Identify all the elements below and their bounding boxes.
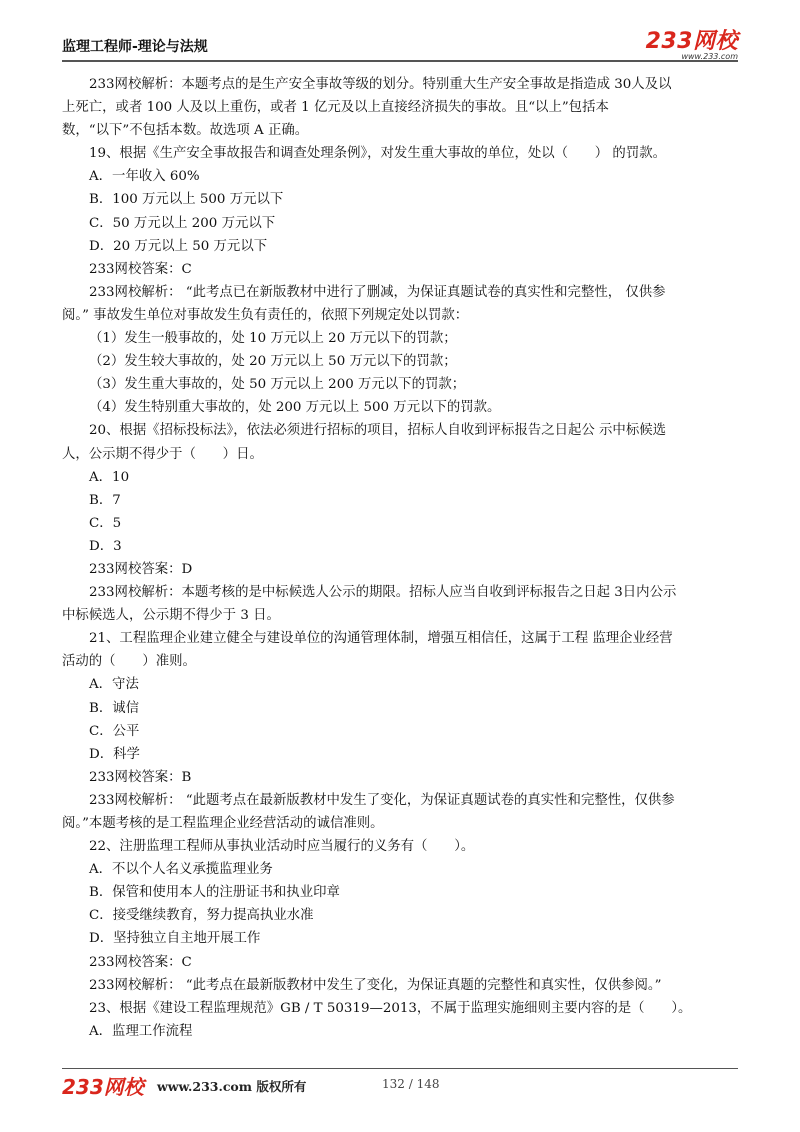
text-line: 21、工程监理企业建立健全与建设单位的沟通管理体制，增强互相信任，这属于工程 监理企业经营 <box>89 631 673 647</box>
text-line: D．20 万元以上 50 万元以下 <box>89 238 268 254</box>
text-line: 233网校答案：C <box>89 954 192 970</box>
text-line: （4）发生特别重大事故的，处 200 万元以上 500 万元以下的罚款。 <box>89 400 501 416</box>
text-line: C．50 万元以上 200 万元以下 <box>89 215 276 231</box>
text-line: 数，“以下”不包括本数。故选项 A 正确。 <box>62 123 309 139</box>
text-line: （2）发生较大事故的，处 20 万元以上 50 万元以下的罚款； <box>89 354 457 370</box>
text-line: 阅。” 事故发生单位对事故发生负有责任的，依照下列规定处以罚款： <box>62 307 469 323</box>
text-line: 233网校答案：B <box>89 769 192 785</box>
header-divider <box>62 60 738 62</box>
text-line: 233网校答案：C <box>89 261 192 277</box>
text-line: D．坚持独立自主地开展工作 <box>89 931 261 947</box>
text-line: 23、根据《建设工程监理规范》GB / T 50319—2013，不属于监理实施细则主要内容的是（ ）。 <box>89 1000 692 1016</box>
text-line: D．科学 <box>89 746 140 762</box>
text-line: （3）发生重大事故的，处 50 万元以上 200 万元以下的罚款； <box>89 377 466 393</box>
text-line: B．诚信 <box>89 700 140 716</box>
logo-url: www.233.com <box>681 52 738 61</box>
page-number: 132 / 148 <box>382 1077 440 1091</box>
text-line: C．5 <box>89 515 122 531</box>
text-line: A．10 <box>89 469 130 485</box>
text-line: A．不以个人名义承揽监理业务 <box>89 862 273 878</box>
text-line: 233网校解析：本题考核的是中标候选人公示的期限。招标人应当自收到评标报告之日起 3日内公示 <box>89 585 677 601</box>
text-line: B．100 万元以上 500 万元以下 <box>89 192 284 208</box>
text-line: B．保管和使用本人的注册证书和执业印章 <box>89 885 340 901</box>
text-line: 阅。”本题考核的是工程监理企业经营活动的诚信准则。 <box>62 816 384 831</box>
text-line: 活动的（ ）准则。 <box>62 654 196 670</box>
page-footer <box>62 1073 738 1099</box>
text-line: 233网校解析： “此考点在最新版教材中发生了变化，为保证真题的完整性和真实性，仅供参阅。” <box>89 977 662 993</box>
text-line: C．接受继续教育，努力提高执业水准 <box>89 908 314 924</box>
document-body <box>62 73 738 1043</box>
footer-divider <box>62 1068 738 1069</box>
text-line: D．3 <box>89 538 122 554</box>
text-line: C．公平 <box>89 723 140 739</box>
text-line: 22、注册监理工程师从事执业活动时应当履行的义务有（ ）。 <box>89 839 475 855</box>
text-line: 233网校解析： “此考点已在新版教材中进行了删减，为保证真题试卷的真实性和完整性， 仅供参 <box>89 284 666 300</box>
text-line: 233网校答案：D <box>89 561 193 577</box>
text-line: 中标候选人，公示期不得少于 3 日。 <box>62 608 280 624</box>
header-title: 监理工程师-理论与法规 <box>62 39 208 55</box>
text-line: B．7 <box>89 492 121 508</box>
text-line: 19、根据《生产安全事故报告和调查处理条例》，对发生重大事故的单位，处以（ ） 的罚款。 <box>89 146 666 162</box>
text-line: 233网校解析： “此题考点在最新版教材中发生了变化，为保证真题试卷的真实性和完整性，仅供参 <box>89 792 675 808</box>
text-line: A．守法 <box>89 677 139 693</box>
footer-logo: 233网校 <box>62 1075 144 1099</box>
text-line: A．监理工作流程 <box>89 1023 193 1039</box>
logo-text: 233网校 <box>645 29 738 54</box>
text-line: （1）发生一般事故的，处 10 万元以上 20 万元以下的罚款； <box>89 331 457 347</box>
text-line: A．一年收入 60% <box>89 169 200 185</box>
brand-logo <box>646 24 738 61</box>
footer-copyright: www.233.com 版权所有 <box>157 1079 307 1094</box>
page-header <box>62 28 738 61</box>
text-line: 233网校解析：本题考点的是生产安全事故等级的划分。特别重大生产安全事故是指造成 30人及以 <box>89 77 672 92</box>
text-line: 20、根据《招标投标法》，依法必须进行招标的项目，招标人自收到评标报告之日起公 示中标候选 <box>89 423 666 439</box>
text-line: 上死亡，或者 100 人及以上重伤，或者 1 亿元及以上直接经济损失的事故。且“以上”包括本 <box>62 100 609 116</box>
text-line: 人，公示期不得少于（ ）日。 <box>62 446 263 462</box>
